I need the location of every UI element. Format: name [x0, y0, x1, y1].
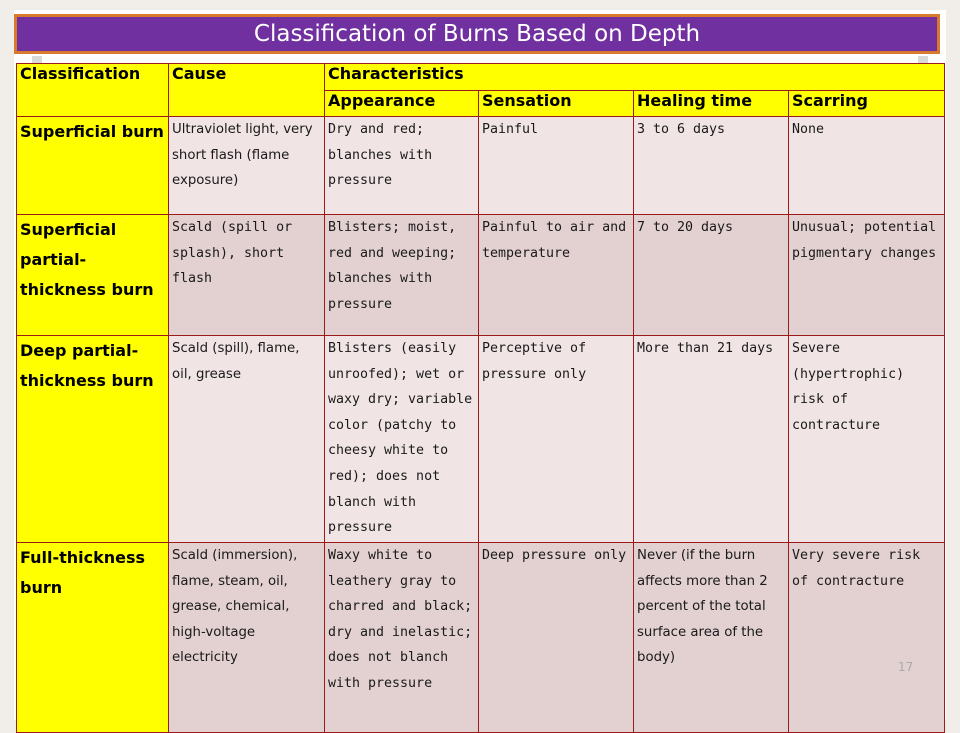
header-row-top — [17, 64, 945, 91]
table-row-full-thickness — [17, 543, 945, 733]
header-characteristics: Characteristics — [325, 64, 945, 91]
cell-cause: Scald (spill or splash), short flash — [169, 215, 325, 336]
cell-classification: Superficial burn — [17, 117, 169, 215]
burn-classification-table — [16, 63, 945, 733]
header-sensation: Sensation — [479, 91, 634, 117]
table-row-superficial — [17, 117, 945, 215]
cell-healing-time: 7 to 20 days — [634, 215, 789, 336]
cell-cause: Ultraviolet light, very short flash (flame exposure) — [169, 117, 325, 215]
cell-appearance: Blisters; moist, red and weeping; blanches with pressure — [325, 215, 479, 336]
cell-classification: Superficial partial-thickness burn — [17, 215, 169, 336]
table-row-superficial-partial — [17, 215, 945, 336]
cell-healing-time: 3 to 6 days — [634, 117, 789, 215]
cell-sensation: Painful — [479, 117, 634, 215]
slide-title: Classification of Burns Based on Depth — [14, 14, 940, 54]
cell-sensation: Deep pressure only — [479, 543, 634, 733]
header-classification: Classification — [17, 64, 169, 117]
cell-appearance: Waxy white to leathery gray to charred and black; dry and inelastic; does not blanch with pressure — [325, 543, 479, 733]
header-appearance: Appearance — [325, 91, 479, 117]
cell-healing-time: More than 21 days — [634, 336, 789, 543]
cell-scarring: Very severe risk of contracture — [789, 543, 945, 733]
cell-healing-time: Never (if the burn affects more than 2 percent of the total surface area of the body) — [634, 543, 789, 733]
page-number: 17 — [898, 660, 914, 674]
cell-classification: Full-thickness burn — [17, 543, 169, 733]
cell-classification: Deep partial-thickness burn — [17, 336, 169, 543]
header-cause: Cause — [169, 64, 325, 117]
header-scarring: Scarring — [789, 91, 945, 117]
cell-scarring: None — [789, 117, 945, 215]
cell-cause: Scald (immersion), flame, steam, oil, grease, chemical, high-voltage electricity — [169, 543, 325, 733]
cell-cause: Scald (spill), flame, oil, grease — [169, 336, 325, 543]
table-row-deep-partial — [17, 336, 945, 543]
cell-sensation: Perceptive of pressure only — [479, 336, 634, 543]
cell-sensation: Painful to air and temperature — [479, 215, 634, 336]
header-healing-time: Healing time — [634, 91, 789, 117]
cell-scarring: Severe (hypertrophic) risk of contracture — [789, 336, 945, 543]
cell-scarring: Unusual; potential pigmentary changes — [789, 215, 945, 336]
cell-appearance: Blisters (easily unroofed); wet or waxy dry; variable color (patchy to cheesy white to red); does not blanch with pressure — [325, 336, 479, 543]
cell-appearance: Dry and red; blanches with pressure — [325, 117, 479, 215]
